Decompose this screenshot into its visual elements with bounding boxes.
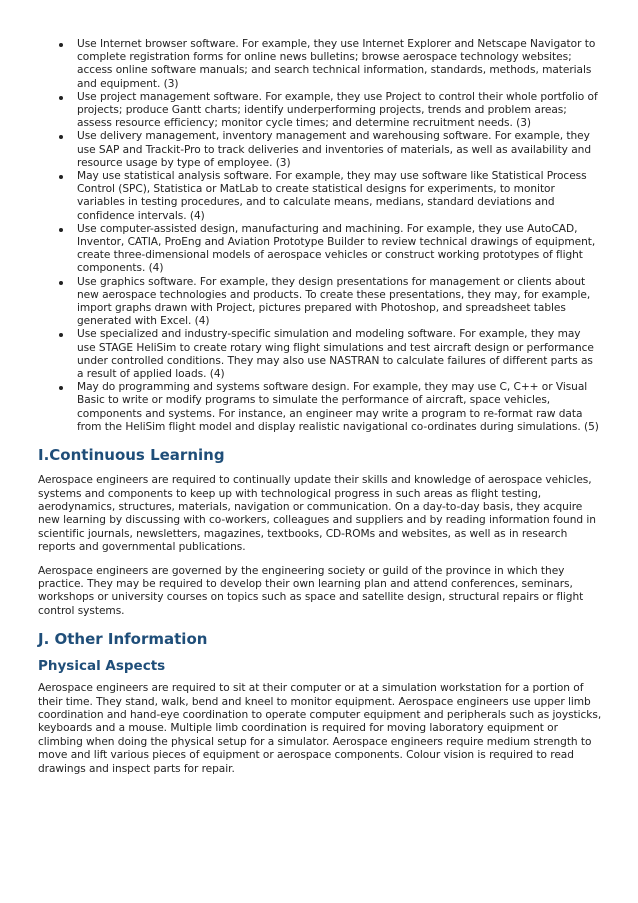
list-item: [38, 223, 602, 276]
section-heading-other-information: J. Other Information: [38, 630, 208, 649]
list-item: [38, 276, 602, 329]
bullet-icon: [59, 281, 63, 285]
bullet-icon: [59, 96, 63, 100]
list-item-text: May use statistical analysis software. For example, they may use software like Statistical Process Control (SPC), Statistica or MatLab to create statistical designs for experiments, to monitor variables in testing procedures, and to calculate means, medians, standard deviations and confidence intervals. (4): [77, 170, 587, 222]
list-item: [38, 38, 602, 91]
bullet-icon: [59, 175, 63, 179]
continuous-learning-paragraph-1: Aerospace engineers are required to continually update their skills and knowledge of aerospace vehicles, systems and components to keep up with technological progress in such areas as flight testing, aerodynamics, structures, materials, navigation or communication. On a day-to-day basis, they acquire new learning by discussing with co-workers, colleagues and suppliers and by reading information found in scientific journals, newsletters, magazines, textbooks, CD-ROMs and websites, as well as in research reports and governmental publications.: [38, 474, 596, 554]
bullet-icon: [59, 135, 63, 139]
physical-aspects-paragraph: Aerospace engineers are required to sit at their computer or at a simulation workstation for a portion of their time. They stand, walk, bend and kneel to monitor equipment. Aerospace engineers use upper limb coordination and hand-eye coordination to operate computer equipment and peripherals such as joysticks, keyboards and a mouse. Multiple limb coordination is required for moving laboratory equipment or climbing when doing the physical setup for a simulator. Aerospace engineers require medium strength to move and lift various pieces of equipment or aerospace components. Colour vision is required to read drawings and inspect parts for repair.: [38, 682, 602, 775]
list-item-text: May do programming and systems software design. For example, they may use C, C++ or Visual Basic to write or modify programs to simulate the performance of aircraft, space vehicles, components and systems. For instance, an engineer may write a program to re-format raw data from the HeliSim flight model and display realistic navigational co-ordinates during simulations. (5): [77, 381, 599, 433]
list-item-text: Use graphics software. For example, they design presentations for management or clients about new aerospace technologies and products. To create these presentations, they may, for example, import graphs drawn with Project, pictures prepared with Photoshop, and spreadsheet tables generated with Excel. (4): [77, 275, 591, 328]
bullet-icon: [59, 43, 63, 47]
list-item: [38, 328, 602, 381]
list-item-text: Use computer-assisted design, manufacturing and machining. For example, they use AutoCAD, Inventor, CATIA, ProEng and Aviation Prototype Builder to review technical drawings of equipment, create three-dimensional models of aerospace vehicles or construct working prototypes of flight components. (4): [77, 222, 596, 275]
list-item: [38, 381, 602, 434]
list-item-text: Use project management software. For example, they use Project to control their whole portfolio of projects; produce Gantt charts; identify underperforming projects, trends and problem areas; assess resource efficiency; monitor cycle times; and determine recruitment needs. (3): [77, 90, 598, 130]
list-item: [38, 91, 602, 131]
list-item-text: Use delivery management, inventory management and warehousing software. For example, they use SAP and Trackit-Pro to track deliveries and inventories of materials, as well as availability and resource usage by type of employee. (3): [77, 130, 591, 169]
bullet-icon: [59, 386, 63, 390]
list-item: [38, 130, 602, 170]
bullet-icon: [59, 228, 63, 232]
list-item-text: Use specialized and industry-specific simulation and modeling software. For example, they may use STAGE HeliSim to create rotary wing flight simulations and test aircraft design or performance under controlled conditions. They may also use NASTRAN to calculate failures of different parts as a result of applied loads. (4): [77, 328, 594, 381]
section-heading-continuous-learning: I.Continuous Learning: [38, 446, 225, 465]
list-item: [38, 170, 602, 223]
software-bullet-list: [38, 38, 602, 434]
subsection-heading-physical-aspects: Physical Aspects: [38, 658, 166, 675]
list-item-text: Use Internet browser software. For example, they use Internet Explorer and Netscape Navigator to complete registration forms for online news bulletins; browse aerospace technology websites; access online software manuals; and search technical information, standards, methods, materials and equipment. (3): [77, 38, 596, 90]
bullet-icon: [59, 333, 63, 337]
continuous-learning-paragraph-2: Aerospace engineers are governed by the engineering society or guild of the province in which they practice. They may be required to develop their own learning plan and attend conferences, seminars, workshops or university courses on topics such as space and satellite design, structural repairs or flight control systems.: [38, 564, 584, 617]
